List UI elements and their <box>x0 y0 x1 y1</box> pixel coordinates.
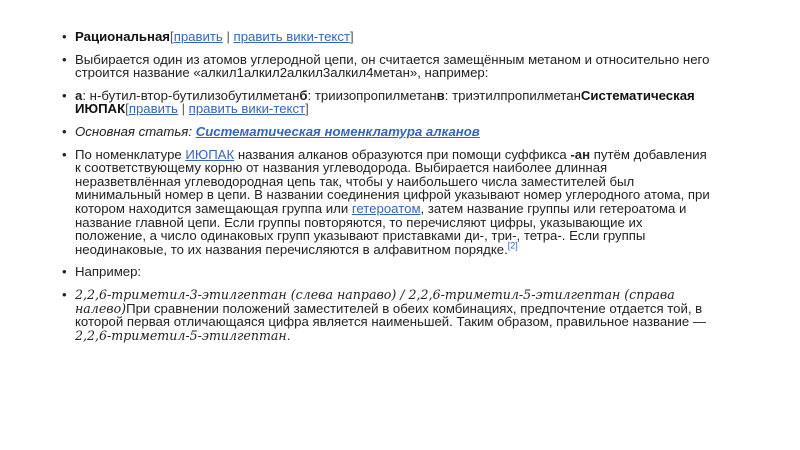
edit-source-link[interactable]: править вики-текст <box>233 29 350 44</box>
edit-link[interactable]: править <box>173 29 223 44</box>
example-v-text: : триэтилпропилметан <box>444 87 581 103</box>
edit-bracket-open: [ <box>170 29 174 44</box>
example-v-label: в <box>436 87 445 103</box>
edit-bracket-close: ] <box>349 29 354 44</box>
iupac-text-2: названия алканов образуются при помощи суффикса <box>234 146 571 162</box>
rational-paragraph: Выбирается один из атомов углеродной цепи, он считается замещённым метаном и относительно него строится название «алкил1алкил2алкил3алкил4метан», например: <box>75 51 710 81</box>
reference-link[interactable]: [2] <box>507 240 518 251</box>
edit-link-2[interactable]: править <box>128 101 178 117</box>
example-b-label: б <box>299 87 308 103</box>
heteroatom-link[interactable]: гетероатом <box>351 200 421 216</box>
main-article-prefix: Основная статья: <box>75 123 196 139</box>
list-item-iupac-text <box>62 148 712 257</box>
iupac-link[interactable]: ИЮПАК <box>185 146 235 162</box>
list-item-heading-rational <box>62 30 712 44</box>
section-title-rational: Рациональная <box>75 29 171 44</box>
edit-bracket-open-2: [ <box>125 101 129 117</box>
suffix-an: -ан <box>570 146 591 162</box>
edit-bracket-close-2: ] <box>305 101 309 117</box>
list-item-examples <box>62 89 712 116</box>
edit-separator-2: | <box>177 101 189 117</box>
list-item-rational-text <box>62 53 712 80</box>
example-a-label: а <box>75 87 83 103</box>
edit-separator: | <box>222 29 234 44</box>
main-article-link[interactable]: Систематическая номенклатура алканов <box>195 123 480 139</box>
list-item-main-article <box>62 125 712 139</box>
iupac-text-4: , затем название группы или гетероатома и название главной цепи. Если группы повторяются, то перечисляют цифры, указывающие их положение, а число одинаковых групп указывают приставками ди-, три-, тетра-. Если группы неодинаковые, то их названия перечисляются в алфавитном порядке. <box>75 200 687 257</box>
iupac-text-3: путём добавления к соответствующему корню от названия углеводорода. Выбирается наиболее длинная неразветвлённая углеводородная цепь так, чтобы у наибольшего числа заместителей был минимальный номер в цепи. В названии соединения цифрой указывают номер углеродного атома, при котором находится замещающая группа или <box>75 146 710 216</box>
iupac-text-1: По номенклатуре <box>75 146 186 162</box>
final-text: При сравнении положений заместителей в обеих комбинациях, предпочтение отдается той, в которой первая отличающаяся цифра является наименьшей. Таким образом, правильное название — <box>75 300 707 330</box>
edit-source-link-2[interactable]: править вики-текст <box>188 101 306 117</box>
final-period: . <box>286 327 291 343</box>
correct-name: 2,2,6-триметил-5-этилгептан <box>75 327 287 343</box>
formula-comparison: 2,2,6-триметил-3-этилгептан (слева направо) / 2,2,6-триметил-5-этилгептан (справа налево) <box>75 286 675 316</box>
example-intro: Например: <box>75 264 142 280</box>
article-body <box>62 30 712 351</box>
list-item-final <box>62 288 712 342</box>
section-title-iupac: Систематическая ИЮПАК <box>75 87 695 117</box>
example-a-text: : н-бутил-втор-бутилизобутилметан <box>82 87 300 103</box>
list-item-example-intro <box>62 265 712 279</box>
example-b-text: : триизопропилметан <box>307 87 437 103</box>
